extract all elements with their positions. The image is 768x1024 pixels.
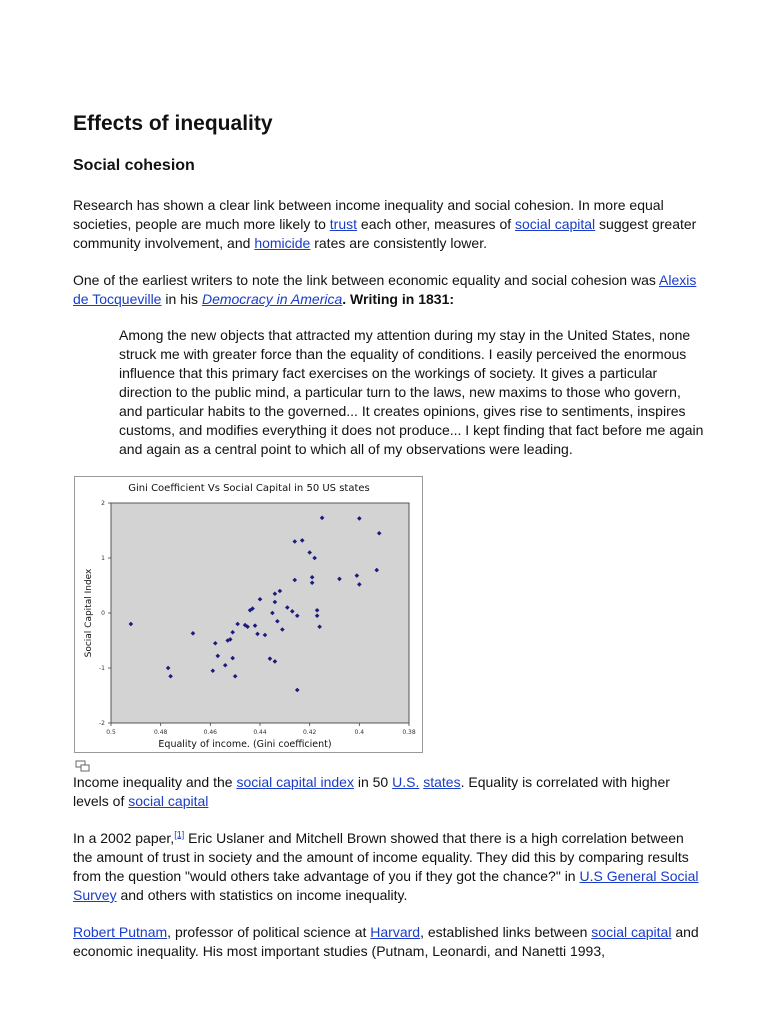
x-axis-label: Equality of income. (Gini coefficient) (158, 739, 332, 750)
scatter-chart (75, 477, 422, 752)
section-heading: Social cohesion (73, 157, 195, 174)
page-title: Effects of inequality (73, 112, 273, 135)
chart-title: Gini Coefficient Vs Social Capital in 50 US states (128, 483, 370, 494)
link-social-capital[interactable]: social capital (591, 924, 672, 940)
text-run: rates are consistently lower. (310, 235, 487, 251)
y-tick-label: -1 (99, 665, 105, 672)
paragraph-tocqueville (73, 271, 703, 309)
link-social-capital-index[interactable]: social capital index (236, 774, 354, 790)
link-alexis-de-tocqueville[interactable]: Alexis de Tocqueville (73, 272, 697, 307)
text-run: in his (161, 291, 202, 307)
text-run: Income inequality and the (73, 774, 237, 790)
link-robert-putnam[interactable]: Robert Putnam (73, 924, 168, 940)
link-states[interactable]: states (423, 774, 461, 790)
y-tick-label: -2 (99, 720, 105, 727)
x-tick-label: 0.5 (106, 729, 116, 736)
text-run: suggest greater community involvement, and (73, 216, 697, 251)
paragraph-putnam (73, 923, 703, 961)
link-us[interactable]: U.S. (392, 774, 420, 790)
link-homicide[interactable]: homicide (254, 235, 311, 251)
text-run: Eric Uslaner and Mitchell Brown showed that there is a high correlation between the amount of trust in society and the amount of income equality. They did this by comparing results from the question "would others take advantage of you if they got the chance?" in (73, 830, 689, 884)
scatter-chart-figure (74, 476, 423, 753)
text-run: each other, measures of (357, 216, 516, 232)
x-tick-label: 0.48 (153, 729, 168, 736)
text-run: and others with statistics on income inequality. (116, 887, 408, 903)
x-tick-label: 0.38 (402, 729, 416, 736)
link-social-capital[interactable]: social capital (128, 793, 209, 809)
paragraph-uslaner-brown (73, 829, 703, 905)
y-tick-label: 1 (101, 555, 105, 562)
x-tick-label: 0.46 (203, 729, 218, 736)
y-tick-label: 2 (101, 500, 105, 507)
x-tick-label: 0.44 (253, 729, 267, 736)
figure-caption (73, 773, 703, 811)
enlarge-icon[interactable] (75, 760, 91, 772)
text-run: and economic inequality. His most important studies (Putnam, Leonardi, and Nanetti 1993, (73, 924, 699, 959)
block-quote: Among the new objects that attracted my attention during my stay in the United States, none struck me with greater force than the equality of conditions. I easily perceived the enormous influence that this primary fact exercises on the workings of society. It gives a particular direction to the public mind, a particular turn to the laws, new maxims to those who govern, and particular habits to the governed... It creates opinions, gives rise to sentiments, inspires customs, and modifies everything it does not produce... I kept finding that fact before me again and again as a central point to which all of my observations were leading. (119, 327, 704, 457)
plot-area (111, 503, 409, 723)
paragraph-social-cohesion (73, 196, 703, 253)
y-axis-label: Social Capital Index (84, 568, 94, 658)
y-tick-label: 0 (101, 610, 105, 617)
citation-link[interactable]: [1] (174, 829, 185, 840)
x-tick-label: 0.4 (354, 729, 365, 736)
text-run: In a 2002 paper, (73, 830, 175, 846)
text-run: . Equality is correlated with higher levels of (73, 774, 670, 809)
link-democracy-in-america[interactable]: Democracy in America (201, 291, 343, 307)
link-harvard[interactable]: Harvard (370, 924, 421, 940)
text-run: Research has shown a clear link between income inequality and social cohesion. In more equal societies, people are much more likely to (73, 197, 664, 232)
text-run: . Writing in 1831: (342, 291, 455, 307)
link-social-capital[interactable]: social capital (515, 216, 596, 232)
x-tick-label: 0.42 (302, 729, 317, 736)
text-run: , professor of political science at (167, 924, 371, 940)
link-us-general-social-survey[interactable]: U.S General Social Survey (73, 868, 699, 903)
text-run: in 50 (353, 774, 393, 790)
link-trust[interactable]: trust (329, 216, 358, 232)
text-run: One of the earliest writers to note the link between economic equality and social cohesion was (73, 272, 659, 288)
text-run: , established links between (420, 924, 592, 940)
